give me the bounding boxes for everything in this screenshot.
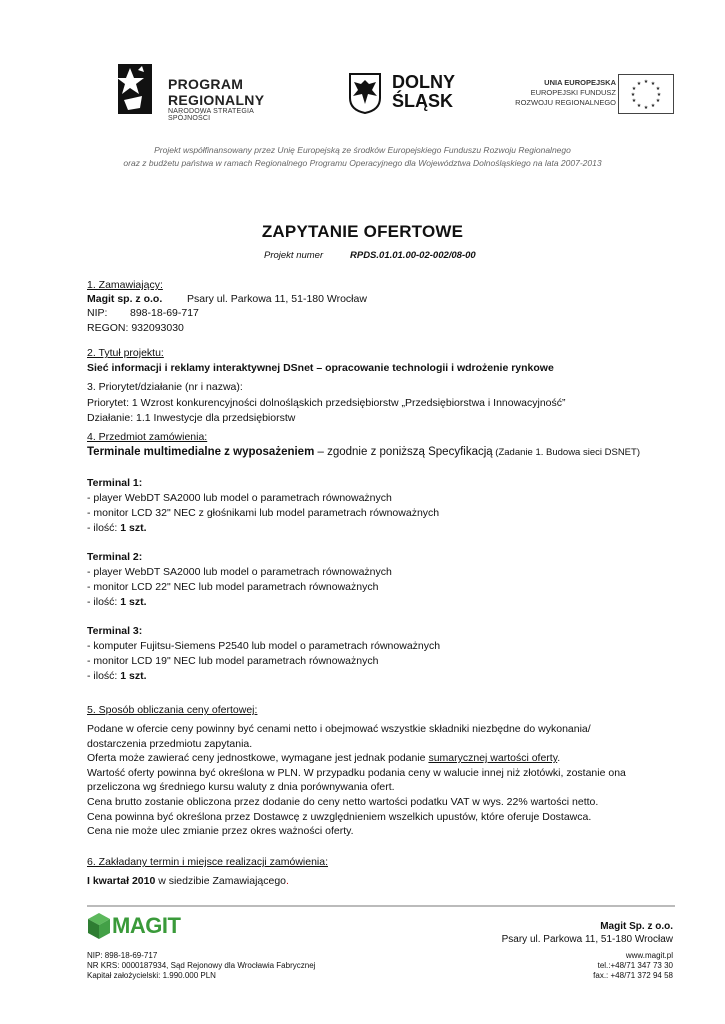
nip-label: NIP: — [87, 307, 108, 319]
footer-www[interactable]: www.magit.pl — [625, 951, 673, 960]
terminal-1-item-2: - monitor LCD 32" NEC z głośnikami lub model parametrach równoważnych — [87, 507, 440, 519]
priority: Priorytet: 1 Wzrost konkurencyjności dolnośląskich przedsiębiorstw „Przedsiębiorstwa i Innowacyjność” — [87, 397, 566, 409]
pricing-p7: Cena powinna być określona przez Dostawcę z uwzględnieniem wszelkich upustów, które oferuje Dostawca. — [87, 811, 592, 823]
pricing-p3-a: Oferta może zawierać ceny jednostkowe, wymagane jest jednak podanie — [87, 752, 429, 764]
term-line — [87, 875, 289, 887]
nip-value: 898-18-69-717 — [130, 307, 199, 319]
svg-text:★: ★ — [643, 105, 649, 111]
program-sub: NARODOWA STRATEGIA SPÓJNOŚCI — [168, 108, 254, 122]
pricing-p1: Podane w ofercie ceny powinny być cenami netto i obejmować wszystkie składniki niezbędne do wykonania/ — [87, 723, 591, 735]
eu-flag-icon — [618, 74, 674, 114]
pricing-p8: Cena nie może ulec zmianie przez okres ważności oferty. — [87, 825, 354, 837]
qty-prefix: - ilość: — [87, 522, 121, 534]
magit-cube-icon — [87, 912, 111, 940]
svg-text:★: ★ — [631, 86, 637, 92]
pricing-p4: Wartość oferty powinna być określona w PLN. W przypadku podania ceny w walucie innej niż złotówki, zostanie ona — [87, 767, 626, 779]
qty-value: 1 szt. — [120, 596, 147, 608]
cofinancing-line2: oraz z budżetu państwa w ramach Regionalnego Programu Operacyjnego dla Województwa Dolnośląskiego na lata 2007-2013 — [123, 158, 602, 168]
terminal-1-name: Terminal 1: — [87, 477, 143, 489]
term-rest: w siedzibie Zamawiającego — [155, 875, 287, 887]
footer-fax: fax.: +48/71 372 94 58 — [593, 971, 673, 980]
project-number: RPDS.01.01.00-02-002/08-00 — [350, 250, 476, 261]
svg-text:★: ★ — [630, 92, 636, 98]
document-title: ZAPYTANIE OFERTOWE — [261, 222, 464, 241]
svg-text:★: ★ — [655, 86, 661, 92]
project-label: Projekt numer — [264, 250, 324, 261]
program-line1: PROGRAM — [168, 76, 244, 92]
regon: REGON: 932093030 — [87, 322, 184, 334]
terminal-3-item-1: - komputer Fujitsu-Siemens P2540 lub model o parametrach równoważnych — [87, 640, 441, 652]
dolny-slask-logo — [348, 70, 468, 116]
section2-heading: 2. Tytuł projektu: — [87, 347, 164, 359]
action: Działanie: 1.1 Inwestycje dla przedsiębiorstw — [87, 412, 296, 424]
footer-address: Psary ul. Parkowa 11, 51-180 Wrocław — [501, 934, 673, 945]
terminal-1-item-1: - player WebDT SA2000 lub model o parametrach równoważnych — [87, 492, 392, 504]
svg-text:★: ★ — [650, 81, 656, 87]
section4-heading: 4. Przedmiot zamówienia: — [87, 431, 208, 443]
terminal-3-qty — [87, 670, 147, 682]
terminal-2-item-2: - monitor LCD 22" NEC lub model parametrach równoważnych — [87, 581, 379, 593]
terminal-3-item-2: - monitor LCD 19" NEC lub model parametrach równoważnych — [87, 655, 379, 667]
footer-krs: NR KRS: 0000187934, Sąd Rejonowy dla Wrocławia Fabrycznej — [87, 961, 316, 970]
svg-text:★: ★ — [656, 92, 662, 98]
section6-heading: 6. Zakładany termin i miejsce realizacji zamówienia: — [87, 856, 329, 868]
region-line2: ŚLĄSK — [392, 91, 454, 111]
subject-line — [87, 446, 640, 458]
cofinancing-line1: Projekt współfinansowany przez Unię Europejską ze środków Europejskiego Funduszu Rozwoju Regionalnego — [154, 145, 571, 155]
terminal-3-name: Terminal 3: — [87, 625, 143, 637]
program-regionalny-star-icon — [112, 60, 156, 118]
pricing-p3-b: . — [557, 752, 561, 764]
section5-heading: 5. Sposób obliczania ceny ofertowej: — [87, 704, 258, 716]
qty-value: 1 szt. — [120, 670, 147, 682]
svg-text:★: ★ — [636, 103, 642, 109]
pricing-p5: przeliczona wg średniego kursu waluty z dnia porównywania ofert. — [87, 781, 395, 793]
region-line1: DOLNY — [392, 72, 455, 92]
svg-text:★: ★ — [650, 103, 656, 109]
subject-small: (Zadanie 1. Budowa sieci DSNET) — [492, 447, 640, 458]
eu-logo — [510, 72, 680, 114]
pricing-p3-underlined: sumarycznej wartości oferty — [428, 752, 558, 764]
pricing-p6: Cena brutto zostanie obliczona przez dodanie do ceny netto wartości podatku VAT w wys. 22% wartości netto. — [87, 796, 599, 808]
footer-divider — [87, 905, 675, 907]
footer-tel: tel.:+48/71 347 73 30 — [597, 961, 673, 970]
qty-value: 1 szt. — [120, 522, 147, 534]
footer-nip: NIP: 898-18-69-717 — [87, 951, 158, 960]
magit-logo — [87, 910, 197, 942]
eu-line3: ROZWOJU REGIONALNEGO — [515, 98, 616, 107]
eu-line1: UNIA EUROPEJSKA — [544, 78, 616, 87]
footer-capital: Kapitał założycielski: 1.990.000 PLN — [87, 971, 216, 980]
section3-heading: 3. Priorytet/działanie (nr i nazwa): — [87, 381, 243, 393]
project-title: Sieć informacji i reklamy interaktywnej DSnet – opracowanie technologii i wdrożenie rynkowe — [87, 362, 554, 374]
terminal-2-name: Terminal 2: — [87, 551, 143, 563]
svg-text:★: ★ — [655, 98, 661, 104]
term-bold: I kwartał 2010 — [87, 875, 156, 887]
magit-logo-text: MAGIT — [112, 913, 181, 938]
pricing-p2: dostarczenia przedmiotu zapytania. — [87, 738, 253, 750]
terminal-1-qty — [87, 522, 147, 534]
svg-text:★: ★ — [631, 98, 637, 104]
company-name: Magit sp. z o.o. — [87, 293, 163, 305]
section1-heading: 1. Zamawiający: — [87, 279, 163, 291]
footer-company: Magit Sp. z o.o. — [600, 921, 673, 932]
subject-bold: Terminale multimedialne z wyposażeniem — [87, 446, 315, 458]
qty-prefix: - ilość: — [87, 596, 121, 608]
svg-text:★: ★ — [643, 79, 649, 85]
program-regionalny-logo — [112, 60, 282, 120]
svg-text:★: ★ — [636, 81, 642, 87]
qty-prefix: - ilość: — [87, 670, 121, 682]
eu-line2: EUROPEJSKI FUNDUSZ — [530, 88, 616, 97]
pricing-p3 — [87, 752, 560, 764]
term-dot: . — [286, 875, 289, 887]
subject-rest: – zgodnie z poniższą Specyfikacją — [314, 446, 493, 458]
eagle-crest-icon — [348, 72, 382, 114]
company-address: Psary ul. Parkowa 11, 51-180 Wrocław — [187, 293, 367, 305]
program-line2: REGIONALNY — [168, 92, 265, 108]
terminal-2-qty — [87, 596, 147, 608]
terminal-2-item-1: - player WebDT SA2000 lub model o parametrach równoważnych — [87, 566, 392, 578]
